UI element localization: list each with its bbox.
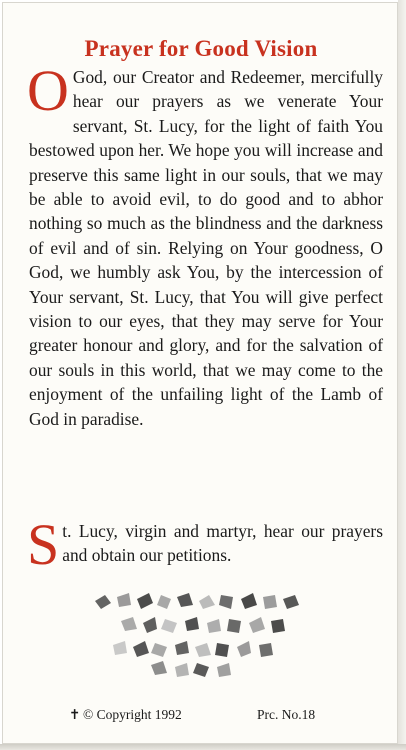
copyright-notice: © Copyright 1992 [83,707,182,722]
cross-icon: ✝ [69,707,81,722]
prayer-card [2,2,398,744]
prayer-paragraph-2-text: t. Lucy, virgin and martyr, hear our prayers and obtain our petitions. [62,521,383,566]
dropcap-s: S [27,512,60,577]
obscured-text-block [91,587,313,679]
prayer-title: Prayer for Good Vision [84,36,318,61]
print-number: Prc. No.18 [257,707,316,722]
prayer-paragraph-1 [27,58,383,431]
dropcap-o: O [27,58,69,123]
prayer-paragraph-2 [27,512,383,577]
prayer-paragraph-1-text: God, our Creator and Redeemer, mercifully hear our prayers as we venerate Your servant, St. Lucy, for the light of faith You bestowed upon her. We hope you will increase and preserve this same light in our souls, that we may be able to avoid evil, to do good and to abhor nothing so much as the blindness and the darkness of evil and of sin. Relying on Your goodness, O God, we humbly ask You, by the intercession of Your servant, St. Lucy, that You will give perfect vision to our eyes, that they may serve for Your greater honour and glory, and for the salvation of our souls in this world, that we may come to the enjoyment of the unfailing light of the Lamb of God in paradise. [29,67,383,429]
card-edge-shadow [398,0,406,750]
card-bottom-edge [0,744,406,750]
